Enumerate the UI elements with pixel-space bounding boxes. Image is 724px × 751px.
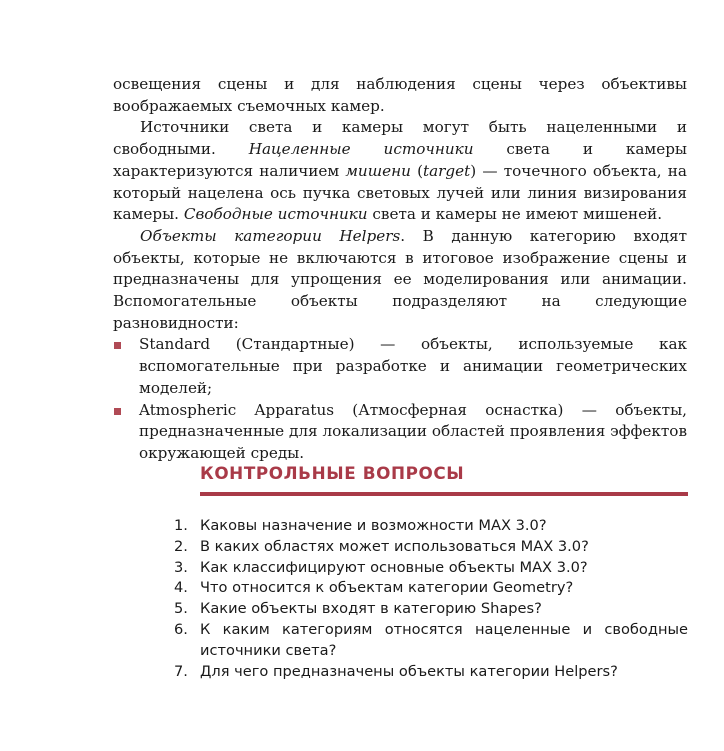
questions-list	[170, 516, 688, 682]
emphasis-helpers-category: Объекты категории Helpers	[140, 226, 401, 245]
section-title: КОНТРОЛЬНЫЕ ВОПРОСЫ	[200, 463, 465, 483]
list-item	[113, 400, 687, 465]
question-number: 5.	[174, 600, 188, 618]
question-text: В каких областях может использоваться MAX 3.0?	[200, 537, 589, 555]
paragraph-2-text-5: света и камеры не имеют мишеней.	[367, 205, 663, 224]
question-text: Что относится к объектам категории Geometry?	[200, 579, 574, 597]
question-item	[170, 620, 688, 662]
emphasis-free-sources: Свободные источники	[183, 205, 368, 224]
square-bullet-icon	[114, 342, 121, 349]
question-number: 6.	[174, 620, 188, 638]
paragraph-2	[113, 117, 687, 226]
question-number: 2.	[174, 537, 188, 555]
question-item	[170, 516, 688, 537]
paragraph-1: освещения сцены и для наблюдения сцены через объективы воображаемых съемочных камер.	[113, 75, 687, 115]
paragraph-2-text-1: Источники света и камеры могут быть нацеленными и свободными.	[113, 118, 687, 159]
question-text: Какие объекты входят в категорию Shapes?	[200, 600, 542, 618]
emphasis-target-english: target	[423, 161, 471, 180]
question-number: 1.	[174, 517, 188, 534]
section-divider	[200, 492, 688, 496]
paragraph-2-text-3: (	[410, 161, 424, 180]
question-item	[170, 599, 688, 620]
question-text: Каковы назначение и возможности MAX 3.0?	[200, 517, 547, 534]
paragraph-2-text-4: ) — точечного объекта, на который нацелена ось пучка световых лучей или линия визирования камеры.	[113, 161, 687, 224]
list-item	[113, 334, 687, 399]
question-text: Как классифицируют основные объекты MAX 3.0?	[200, 558, 588, 576]
question-number: 3.	[174, 558, 188, 576]
paragraph-3	[113, 226, 687, 335]
question-item	[170, 662, 688, 683]
question-item	[170, 537, 688, 558]
helpers-bullet-list	[113, 334, 687, 464]
paragraph-2-text-2: света и камеры характеризуются наличием	[113, 140, 688, 180]
square-bullet-icon	[114, 408, 121, 415]
emphasis-targeted-sources: Нацеленные источники	[248, 140, 474, 159]
question-item	[170, 578, 688, 599]
list-item-text: Atmospheric Apparatus (Атмосферная оснастка) — объекты, предназначенные для локализации областей проявления эффектов окружающей среды.	[139, 400, 687, 462]
review-questions-section	[174, 460, 688, 682]
question-number: 4.	[174, 579, 188, 597]
question-number: 7.	[174, 662, 188, 680]
paragraph-3-text: . В данную категорию входят объекты, которые не включаются в итоговое изображение сцены и предназначены для упрощения ее моделирования или анимации. Вспомогательные объекты подразделяют на следующие разновидности:	[113, 226, 687, 332]
body-text	[113, 74, 687, 465]
list-item-text: Standard (Стандартные) — объекты, используемые как вспомогательные при разработке и анимации геометрических моделей;	[139, 335, 687, 397]
question-text: К каким категориям относятся нацеленные и свободные источники света?	[200, 620, 688, 659]
question-item	[170, 558, 688, 579]
question-text: Для чего предназначены объекты категории Helpers?	[200, 662, 618, 680]
emphasis-target-term: мишени	[345, 161, 411, 180]
